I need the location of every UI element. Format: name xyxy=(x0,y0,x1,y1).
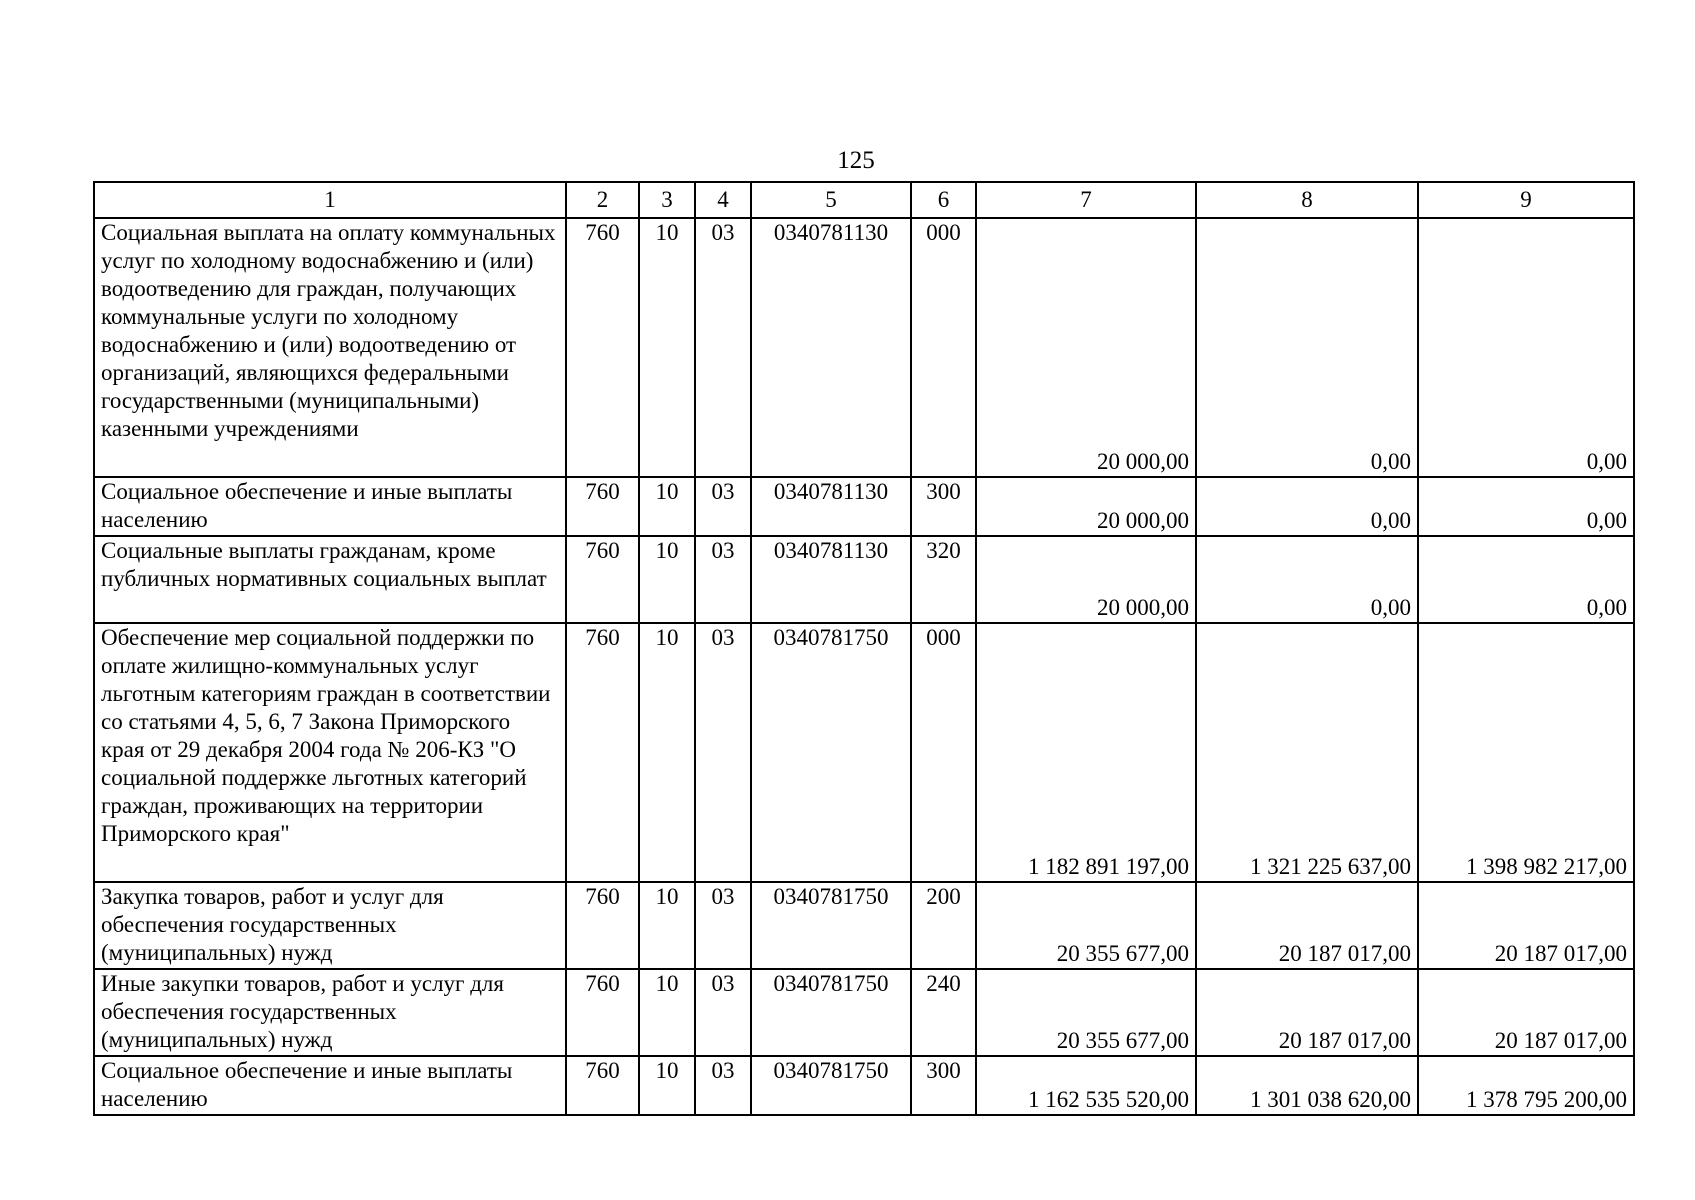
row-code-2: 760 xyxy=(566,1056,639,1115)
row-code-5: 0340781130 xyxy=(751,477,911,536)
column-header: 2 xyxy=(566,182,639,218)
column-header: 4 xyxy=(695,182,751,218)
row-description: Социальная выплата на оплату коммунальных услуг по холодному водоснабжению и (или) водоотведению для граждан, получающих коммунальные услуги по холодному водоснабжению и (или) водоотведению от организаций, являющихся федеральными государственными (муниципальными) казенными учреждениями xyxy=(94,218,566,477)
row-code-5: 0340781130 xyxy=(751,218,911,477)
row-amount-9: 0,00 xyxy=(1418,218,1634,477)
row-amount-8: 0,00 xyxy=(1196,218,1418,477)
row-amount-7: 20 000,00 xyxy=(976,218,1196,477)
row-code-2: 760 xyxy=(566,623,639,882)
page-number: 125 xyxy=(837,147,875,174)
row-amount-8: 1 321 225 637,00 xyxy=(1196,623,1418,882)
row-code-3: 10 xyxy=(639,536,695,623)
row-amount-7: 1 182 891 197,00 xyxy=(976,623,1196,882)
row-amount-7: 20 000,00 xyxy=(976,477,1196,536)
row-code-4: 03 xyxy=(695,218,751,477)
table-row xyxy=(94,218,1634,477)
row-code-4: 03 xyxy=(695,969,751,1056)
row-code-5: 0340781750 xyxy=(751,1056,911,1115)
table-row xyxy=(94,477,1634,536)
column-header: 5 xyxy=(751,182,911,218)
column-header: 7 xyxy=(976,182,1196,218)
row-code-2: 760 xyxy=(566,477,639,536)
row-code-4: 03 xyxy=(695,623,751,882)
row-amount-9: 1 398 982 217,00 xyxy=(1418,623,1634,882)
column-header: 6 xyxy=(911,182,976,218)
row-code-3: 10 xyxy=(639,969,695,1056)
row-code-3: 10 xyxy=(639,882,695,969)
row-amount-9: 1 378 795 200,00 xyxy=(1418,1056,1634,1115)
row-code-6: 300 xyxy=(911,477,976,536)
row-code-4: 03 xyxy=(695,477,751,536)
row-description: Закупка товаров, работ и услуг для обеспечения государственных (муниципальных) нужд xyxy=(94,882,566,969)
row-amount-9: 0,00 xyxy=(1418,536,1634,623)
row-amount-9: 0,00 xyxy=(1418,477,1634,536)
table-row xyxy=(94,1056,1634,1115)
row-code-5: 0340781750 xyxy=(751,623,911,882)
column-header: 9 xyxy=(1418,182,1634,218)
row-description: Социальное обеспечение и иные выплаты населению xyxy=(94,1056,566,1115)
row-amount-9: 20 187 017,00 xyxy=(1418,882,1634,969)
row-amount-7: 20 355 677,00 xyxy=(976,969,1196,1056)
row-code-5: 0340781130 xyxy=(751,536,911,623)
row-code-2: 760 xyxy=(566,218,639,477)
row-code-6: 240 xyxy=(911,969,976,1056)
row-code-4: 03 xyxy=(695,1056,751,1115)
row-amount-8: 0,00 xyxy=(1196,477,1418,536)
table-row xyxy=(94,536,1634,623)
row-code-6: 320 xyxy=(911,536,976,623)
row-code-6: 300 xyxy=(911,1056,976,1115)
row-code-2: 760 xyxy=(566,969,639,1056)
row-code-6: 200 xyxy=(911,882,976,969)
row-amount-8: 20 187 017,00 xyxy=(1196,969,1418,1056)
row-amount-7: 20 355 677,00 xyxy=(976,882,1196,969)
row-amount-8: 20 187 017,00 xyxy=(1196,882,1418,969)
row-description: Иные закупки товаров, работ и услуг для обеспечения государственных (муниципальных) нужд xyxy=(94,969,566,1056)
row-code-3: 10 xyxy=(639,477,695,536)
row-code-4: 03 xyxy=(695,882,751,969)
row-code-6: 000 xyxy=(911,623,976,882)
row-code-2: 760 xyxy=(566,882,639,969)
row-description: Обеспечение мер социальной поддержки по оплате жилищно-коммунальных услуг льготным категориям граждан в соответствии со статьями 4, 5, 6, 7 Закона Приморского края от 29 декабря 2004 года № 206-КЗ "О социальной поддержке льготных категорий граждан, проживающих на территории Приморского края" xyxy=(94,623,566,882)
table-row xyxy=(94,623,1634,882)
column-header: 3 xyxy=(639,182,695,218)
row-amount-8: 1 301 038 620,00 xyxy=(1196,1056,1418,1115)
row-amount-8: 0,00 xyxy=(1196,536,1418,623)
column-header: 1 xyxy=(94,182,566,218)
row-code-2: 760 xyxy=(566,536,639,623)
row-description: Социальное обеспечение и иные выплаты населению xyxy=(94,477,566,536)
column-header: 8 xyxy=(1196,182,1418,218)
column-number-row xyxy=(94,182,1634,218)
row-description: Социальные выплаты гражданам, кроме публичных нормативных социальных выплат xyxy=(94,536,566,623)
row-amount-7: 1 162 535 520,00 xyxy=(976,1056,1196,1115)
table-row xyxy=(94,882,1634,969)
row-code-4: 03 xyxy=(695,536,751,623)
row-code-6: 000 xyxy=(911,218,976,477)
budget-table xyxy=(93,181,1635,1116)
row-amount-7: 20 000,00 xyxy=(976,536,1196,623)
table-row xyxy=(94,969,1634,1056)
row-code-5: 0340781750 xyxy=(751,969,911,1056)
row-code-3: 10 xyxy=(639,623,695,882)
row-code-5: 0340781750 xyxy=(751,882,911,969)
row-code-3: 10 xyxy=(639,1056,695,1115)
row-amount-9: 20 187 017,00 xyxy=(1418,969,1634,1056)
row-code-3: 10 xyxy=(639,218,695,477)
